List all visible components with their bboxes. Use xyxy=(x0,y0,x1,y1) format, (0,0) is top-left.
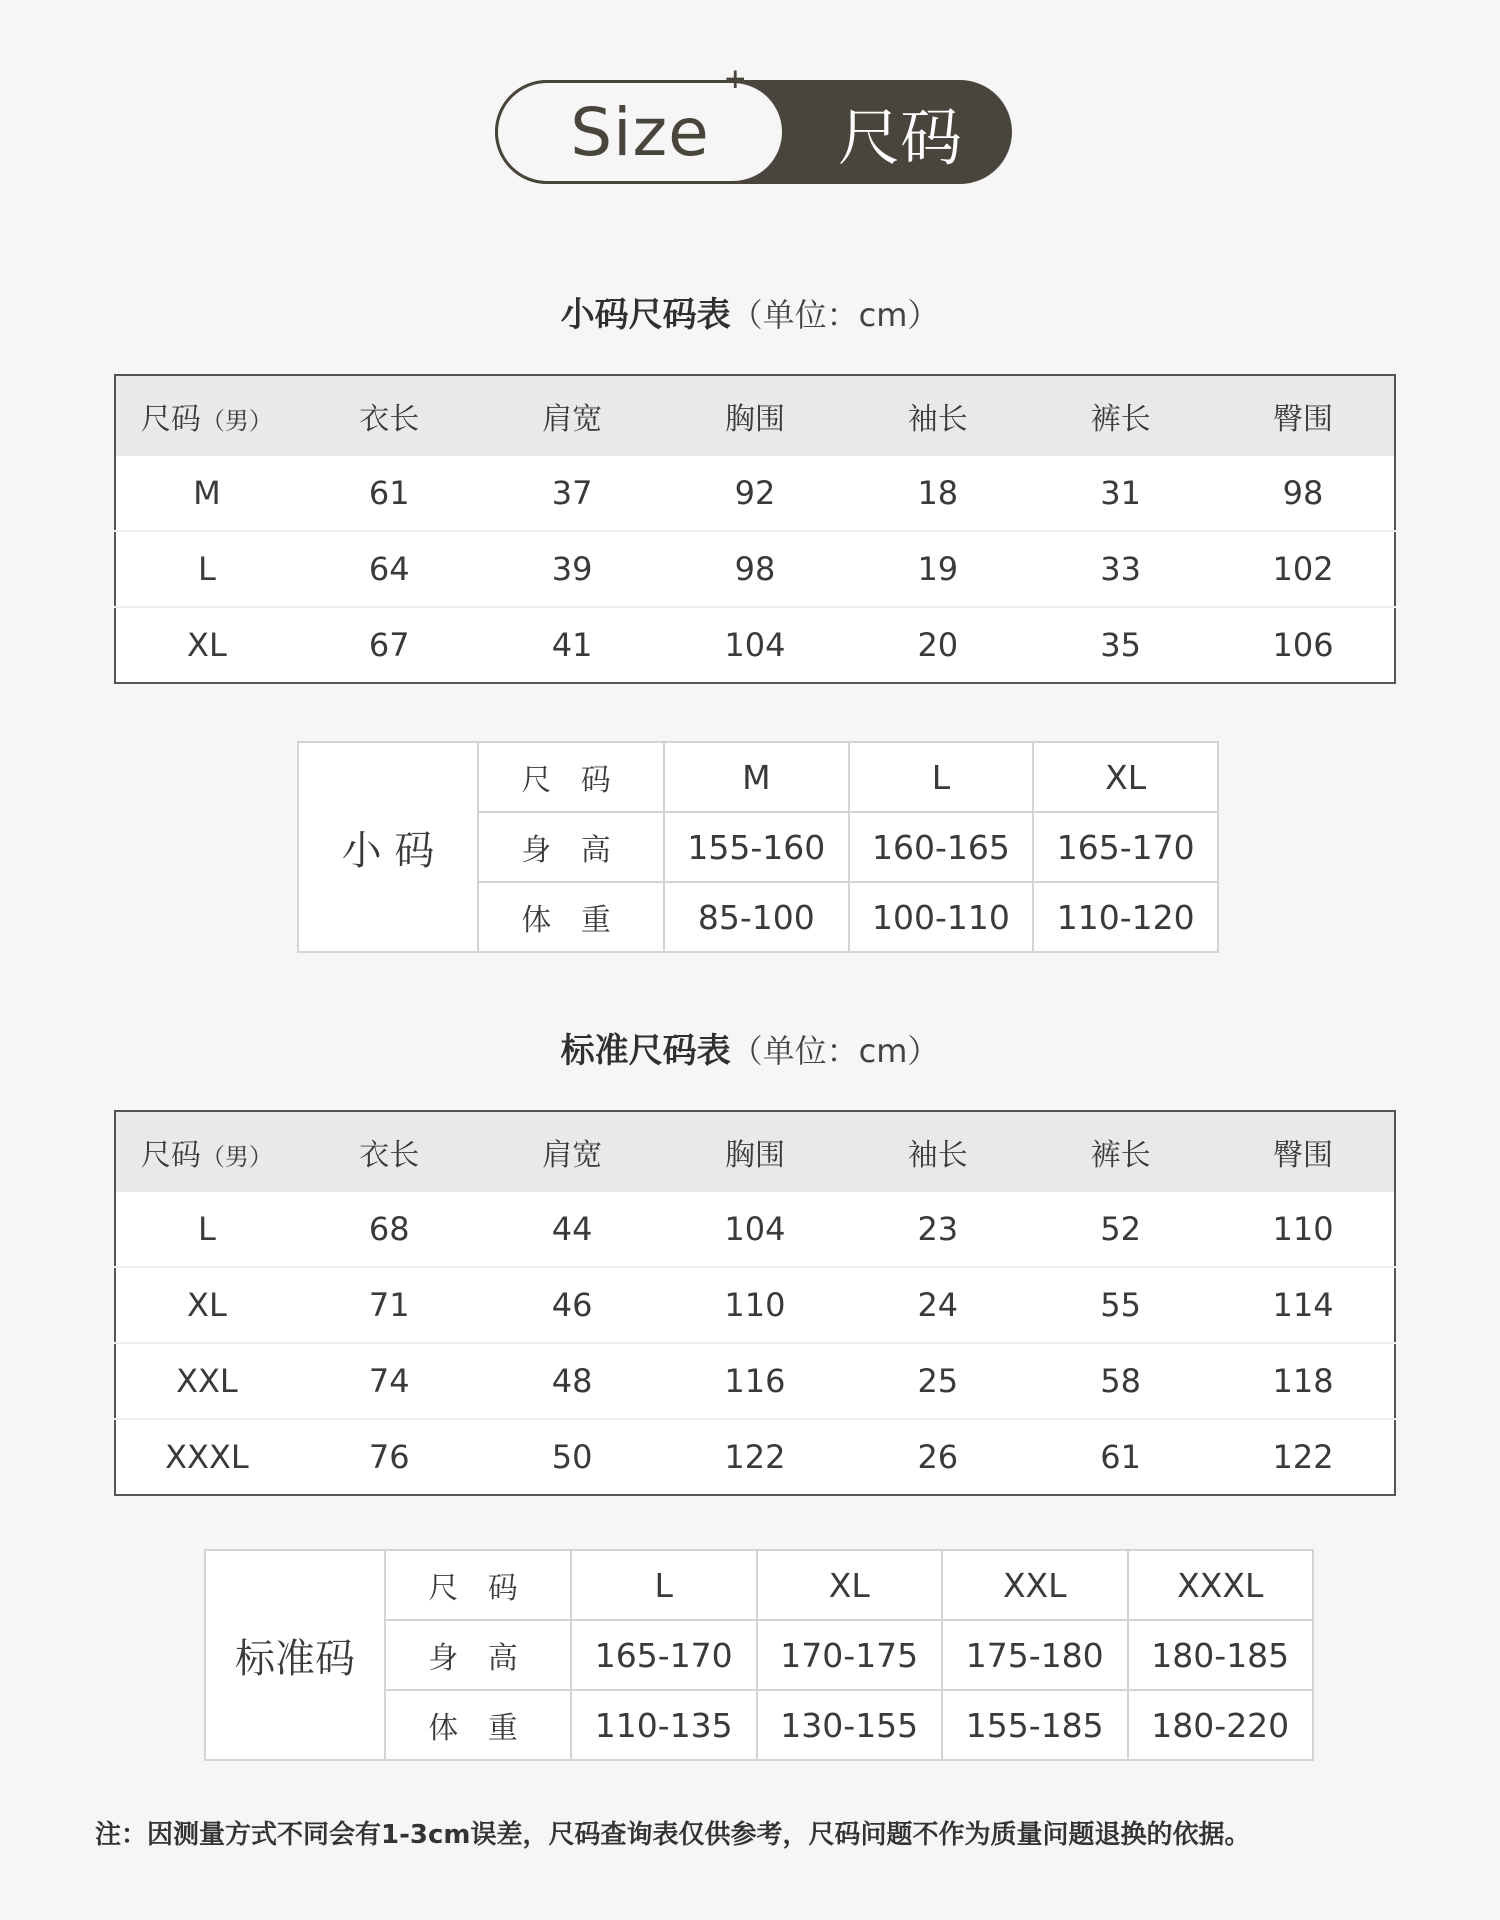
hw-weight-cell: 110-120 xyxy=(1033,882,1218,952)
measurement-cell: 44 xyxy=(551,1210,593,1248)
hw-weight-cell: 155-185 xyxy=(942,1690,1128,1760)
size-cell: L xyxy=(115,531,298,607)
hw-weight-cell: 130-155 xyxy=(757,1690,943,1760)
chinese-size-label: 尺码 xyxy=(837,100,962,174)
measurement-cell: 37 xyxy=(551,474,593,512)
hw-height-cell: 165-170 xyxy=(1033,812,1218,882)
column-header-size: 尺码（男） xyxy=(140,402,273,437)
column-header-length: 衣长 xyxy=(359,1138,420,1173)
measurement-cell: 39 xyxy=(481,531,664,607)
standard-size-unit: （单位：cm） xyxy=(730,1032,940,1070)
size-label: Size xyxy=(495,80,785,184)
size-header-pill xyxy=(495,80,1012,184)
small-size-unit: （单位：cm） xyxy=(730,296,940,334)
measurement-cell: 19 xyxy=(846,531,1029,607)
measurement-cell: 118 xyxy=(1212,1343,1395,1419)
hw-weight-cell: 110-135 xyxy=(571,1690,757,1760)
table-header-row xyxy=(115,375,1395,456)
hw-size-cell: XL xyxy=(757,1550,943,1620)
plus-icon: + xyxy=(725,59,746,99)
size-cell: XL xyxy=(115,607,298,683)
standard-height-weight-table xyxy=(204,1549,1314,1761)
measurement-cell: 106 xyxy=(1212,607,1395,683)
measurement-cell: 26 xyxy=(846,1419,1029,1495)
measurement-cell: 92 xyxy=(734,474,776,512)
footnote: 注：因测量方式不同会有1-3cm误差，尺码查询表仅供参考，尺码问题不作为质量问题退换的依据。 xyxy=(95,1820,1251,1850)
measurement-cell: 110 xyxy=(1272,1210,1334,1248)
hw-size-cell: M xyxy=(664,742,849,812)
hw-weight-cell: 100-110 xyxy=(849,882,1034,952)
hw-size-cell: L xyxy=(571,1550,757,1620)
measurement-cell: 104 xyxy=(724,1210,786,1248)
hw-size-cell: XXXL xyxy=(1128,1550,1314,1620)
height-row-label: 身 高 xyxy=(478,812,664,882)
small-size-title xyxy=(0,287,1500,336)
measurement-cell: 46 xyxy=(481,1267,664,1343)
table-row xyxy=(115,1267,1395,1343)
column-header-chest: 胸围 xyxy=(724,402,785,437)
weight-row-label: 体 重 xyxy=(385,1690,571,1760)
hw-height-cell: 175-180 xyxy=(942,1620,1128,1690)
column-header-hip: 臀围 xyxy=(1273,1138,1334,1173)
size-row-label: 尺 码 xyxy=(385,1550,571,1620)
table-row xyxy=(115,607,1395,683)
small-size-title-text: 小码尺码表 xyxy=(560,295,731,335)
hw-weight-cell: 180-220 xyxy=(1128,1690,1314,1760)
measurement-cell: 122 xyxy=(664,1419,847,1495)
measurement-cell: 98 xyxy=(664,531,847,607)
measurement-cell: 116 xyxy=(664,1343,847,1419)
weight-row-label: 体 重 xyxy=(478,882,664,952)
small-height-weight-table xyxy=(297,741,1219,953)
table-row xyxy=(115,456,1395,531)
size-cell: XL xyxy=(115,1267,298,1343)
column-header-pants: 裤长 xyxy=(1090,1138,1151,1173)
hw-size-cell: L xyxy=(849,742,1034,812)
measurement-cell: 33 xyxy=(1029,531,1212,607)
measurement-cell: 74 xyxy=(298,1343,481,1419)
size-cell: M xyxy=(193,474,221,512)
column-header-length: 衣长 xyxy=(359,402,420,437)
measurement-cell: 25 xyxy=(846,1343,1029,1419)
small-group-label: 小 码 xyxy=(298,742,478,952)
column-header-chest: 胸围 xyxy=(724,1138,785,1173)
measurement-cell: 18 xyxy=(917,474,959,512)
table-header-row xyxy=(115,1111,1395,1192)
hw-weight-cell: 85-100 xyxy=(664,882,849,952)
measurement-cell: 76 xyxy=(298,1419,481,1495)
measurement-cell: 104 xyxy=(664,607,847,683)
measurement-cell: 35 xyxy=(1029,607,1212,683)
table-row xyxy=(115,1343,1395,1419)
measurement-cell: 48 xyxy=(481,1343,664,1419)
column-header-shoulder: 肩宽 xyxy=(542,402,603,437)
hw-size-cell: XXL xyxy=(942,1550,1128,1620)
measurement-cell: 50 xyxy=(481,1419,664,1495)
height-row-label: 身 高 xyxy=(385,1620,571,1690)
hw-height-cell: 155-160 xyxy=(664,812,849,882)
table-row xyxy=(115,531,1395,607)
small-size-table xyxy=(114,374,1396,684)
measurement-cell: 71 xyxy=(298,1267,481,1343)
column-header-pants: 裤长 xyxy=(1090,402,1151,437)
standard-size-title xyxy=(0,1023,1500,1072)
measurement-cell: 114 xyxy=(1212,1267,1395,1343)
hw-height-cell: 180-185 xyxy=(1128,1620,1314,1690)
measurement-cell: 24 xyxy=(846,1267,1029,1343)
measurement-cell: 58 xyxy=(1029,1343,1212,1419)
measurement-cell: 68 xyxy=(368,1210,410,1248)
hw-height-cell: 160-165 xyxy=(849,812,1034,882)
column-header-sleeve: 袖长 xyxy=(907,1138,968,1173)
column-header-sleeve: 袖长 xyxy=(907,402,968,437)
standard-size-title-text: 标准尺码表 xyxy=(560,1031,731,1071)
measurement-cell: 41 xyxy=(481,607,664,683)
column-header-shoulder: 肩宽 xyxy=(542,1138,603,1173)
size-cell: XXXL xyxy=(115,1419,298,1495)
measurement-cell: 61 xyxy=(368,474,410,512)
size-cell: L xyxy=(198,1210,216,1248)
small-size-rows xyxy=(115,456,1395,683)
measurement-cell: 52 xyxy=(1100,1210,1141,1248)
table-row xyxy=(115,1419,1395,1495)
measurement-cell: 102 xyxy=(1212,531,1395,607)
standard-group-label: 标准码 xyxy=(205,1550,385,1760)
table-row xyxy=(115,1192,1395,1267)
measurement-cell: 122 xyxy=(1212,1419,1395,1495)
measurement-cell: 55 xyxy=(1029,1267,1212,1343)
measurement-cell: 23 xyxy=(917,1210,959,1248)
size-row-label: 尺 码 xyxy=(478,742,664,812)
standard-size-table xyxy=(114,1110,1396,1496)
measurement-cell: 67 xyxy=(298,607,481,683)
hw-height-cell: 165-170 xyxy=(571,1620,757,1690)
measurement-cell: 20 xyxy=(846,607,1029,683)
hw-size-cell: XL xyxy=(1033,742,1218,812)
size-cell: XXL xyxy=(115,1343,298,1419)
column-header-size: 尺码（男） xyxy=(140,1138,273,1173)
measurement-cell: 110 xyxy=(664,1267,847,1343)
measurement-cell: 98 xyxy=(1282,474,1324,512)
measurement-cell: 64 xyxy=(298,531,481,607)
standard-size-rows xyxy=(115,1192,1395,1495)
column-header-hip: 臀围 xyxy=(1273,402,1334,437)
measurement-cell: 61 xyxy=(1029,1419,1212,1495)
hw-height-cell: 170-175 xyxy=(757,1620,943,1690)
measurement-cell: 31 xyxy=(1100,474,1141,512)
